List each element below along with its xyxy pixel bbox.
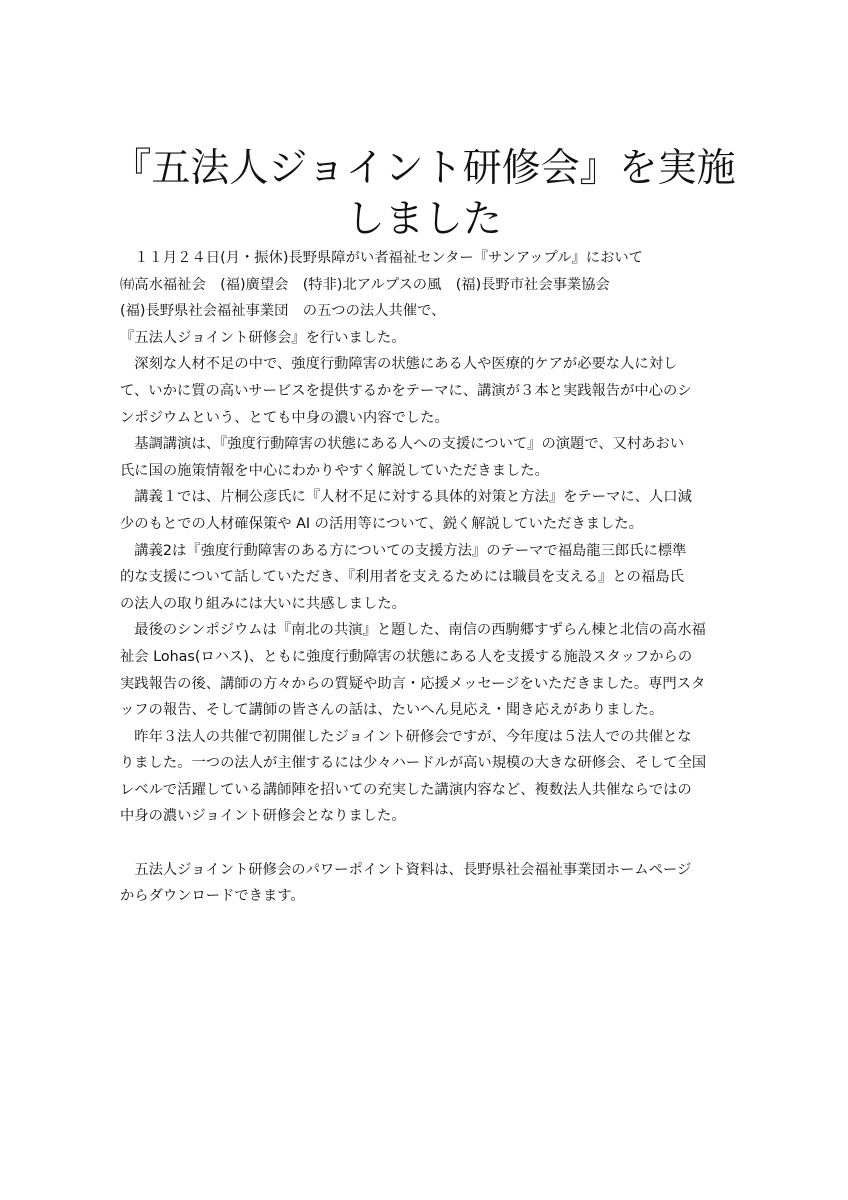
body-line: りました。一つの法人が主催するには少々ハードルが高い規模の大きな研修会、そして全国 — [120, 755, 707, 772]
body-text — [120, 245, 740, 910]
title-line-1: 『五法人ジョイント研修会』を実施 — [112, 146, 736, 191]
body-line: 最後のシンポジウムは『南北の共演』と題した、南信の西駒郷すずらん棟と北信の高水福 — [120, 622, 706, 639]
body-line: レベルで活躍している講師陣を招いての充実した講演内容など、複数法人共催ならではの — [120, 781, 692, 798]
body-line: 実践報告の後、講師の方々からの質疑や助言・応援メッセージをいただきました。専門スタ — [120, 675, 706, 692]
body-line: 基調講演は、『強度行動障害の状態にある人への支援について』の演題で、又村あおい — [120, 436, 685, 453]
body-line: １１月２４日(月・振休)長野県障がい者福祉センター『サンアップル』において — [120, 250, 643, 266]
body-line: の法人の取り組みには大いに共感しました。 — [120, 595, 406, 612]
title-line-2: しました — [345, 197, 502, 242]
body-line: からダウンロードできます。 — [120, 888, 305, 905]
body-line: 講義2は『強度行動障害のある方についての支援方法』のテーマで福島龍三郎氏に標準 — [120, 542, 687, 559]
body-line: 氏に国の施策情報を中心にわかりやすく解説していただきました。 — [120, 462, 549, 479]
document-title — [0, 143, 848, 245]
body-line: 少のもとでの人材確保策や AI の活用等について、鋭く解説していただきました。 — [120, 515, 643, 532]
body-line: 祉会 Lohas(ロハス)、ともに強度行動障害の状態にある人を支援する施設スタッフからの — [120, 648, 693, 665]
blank-line — [120, 830, 740, 857]
body-line: 『五法人ジョイント研修会』を行いました。 — [120, 329, 406, 346]
body-line: ㈲高水福祉会 (福)廣望会 (特非)北アルプスの風 (福)長野市社会事業協会 — [120, 276, 610, 293]
body-line: ッフの報告、そして講師の皆さんの話は、たいへん見応え・聞き応えがありました。 — [120, 702, 664, 719]
body-line: 講義１では、片桐公彦氏に『人材不足に対する具体的対策と方法』をテーマに、人口減 — [120, 489, 692, 506]
body-line: ンポジウムという、とても中身の濃い内容でした。 — [120, 409, 449, 426]
body-line: 昨年３法人の共催で初開催したジョイント研修会ですが、今年度は５法人での共催とな — [120, 728, 692, 745]
body-line: 中身の濃いジョイント研修会となりました。 — [120, 808, 406, 825]
body-line: (福)長野県社会福祉事業団 の五つの法人共催で、 — [120, 303, 446, 320]
body-line: 五法人ジョイント研修会のパワーポイント資料は、長野県社会福祉事業団ホームページ — [120, 861, 692, 878]
body-line: て、いかに質の高いサービスを提供するかをテーマに、講演が３本と実践報告が中心のシ — [120, 382, 692, 399]
body-line: 的な支援について話していただき、『利用者を支えるためには職員を支える』との福島氏 — [120, 569, 684, 586]
body-line: 深刻な人材不足の中で、強度行動障害の状態にある人や医療的ケアが必要な人に対し — [120, 356, 678, 373]
